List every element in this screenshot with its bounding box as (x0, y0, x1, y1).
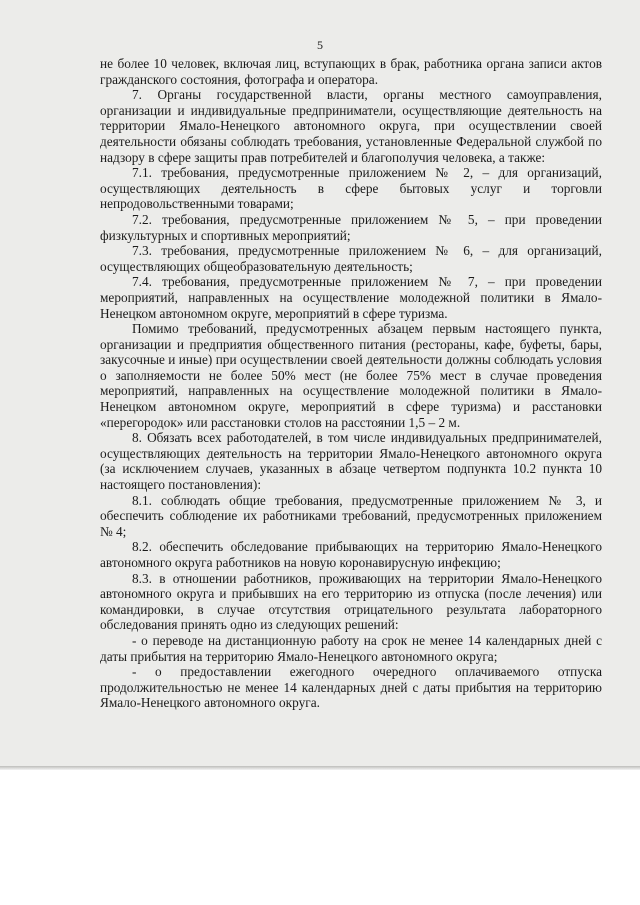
paragraph-8-3: 8.3. в отношении работников, проживающих на территории Ямало-Ненецкого автономного округа и прибывших на его территорию из отпуска (после лечения) или командировки, в случае отсутствия отрицательного результата лабораторного обследования принять одно из следующих решений: (100, 570, 602, 633)
paragraph-7-2: 7.2. требования, предусмотренные приложением № 5, – при проведении физкультурных и спортивных мероприятий; (100, 211, 602, 243)
paragraph-7-4: 7.4. требования, предусмотренные приложением № 7, – при проведении мероприятий, направленных на осуществление молодежной политики в Ямало-Ненецком автономном округе, мероприятий в сфере туризма. (100, 274, 602, 321)
paragraph-7-1: 7.1. требования, предусмотренные приложением № 2, – для организаций, осуществляющих деятельность в сфере бытовых услуг и торговли непродовольственными товарами; (100, 165, 602, 212)
list-item-remote-work: - о переводе на дистанционную работу на срок не менее 14 календарных дней с даты прибытия на территорию Ямало-Ненецкого автономного округа; (100, 632, 602, 664)
document-body (100, 56, 602, 711)
paragraph-8: 8. Обязать всех работодателей, в том числе индивидуальных предпринимателей, осуществляющих деятельность на территории Ямало-Ненецкого автономного округа (за исключением случаев, указанных в абзаце четвертом подпункта 10.2 пункта 10 настоящего постановления): (100, 430, 602, 493)
page-number: 5 (317, 38, 323, 52)
paragraph-7: 7. Органы государственной власти, органы местного самоуправления, организации и индивидуальные предприниматели, осуществляющие деятельность на территории Ямало-Ненецкого автономного округа, при осуществлении своей деятельности обязаны соблюдать требования, установленные Федеральной службой по надзору в сфере защиты прав потребителей и благополучия человека, а также: (100, 87, 602, 165)
scan-edge-shadow (0, 766, 640, 770)
paragraph-8-1: 8.1. соблюдать общие требования, предусмотренные приложением № 3, и обеспечить соблюдение их работниками требований, предусмотренных приложением № 4; (100, 492, 602, 539)
paragraph-7-3: 7.3. требования, предусмотренные приложением № 6, – для организаций, осуществляющих общеобразовательную деятельность; (100, 243, 602, 274)
paragraph-8-2: 8.2. обеспечить обследование прибывающих на территорию Ямало-Ненецкого автономного округа работников на новую коронавирусную инфекцию; (100, 539, 602, 570)
paragraph-catering: Помимо требований, предусмотренных абзацем первым настоящего пункта, организации и предприятия общественного питания (рестораны, кафе, буфеты, бары, закусочные и иные) при осуществлении своей деятельности должны соблюдать условия о заполняемости не более 50% мест (не более 75% мест в случае проведения мероприятий, направленных на осуществление молодежной политики в Ямало-Ненецком автономном округе, мероприятий в сфере туризма) и расстановки «перегородок» или расстановки столов на расстоянии 1,5 – 2 м. (100, 321, 602, 430)
paragraph-continuation: не более 10 человек, включая лиц, вступающих в брак, работника органа записи актов гражданского состояния, фотографа и оператора. (100, 56, 602, 87)
list-item-vacation: - о предоставлении ежегодного очередного оплачиваемого отпуска продолжительностью не менее 14 календарных дней с даты прибытия на территорию Ямало-Ненецкого автономного округа. (100, 664, 602, 711)
